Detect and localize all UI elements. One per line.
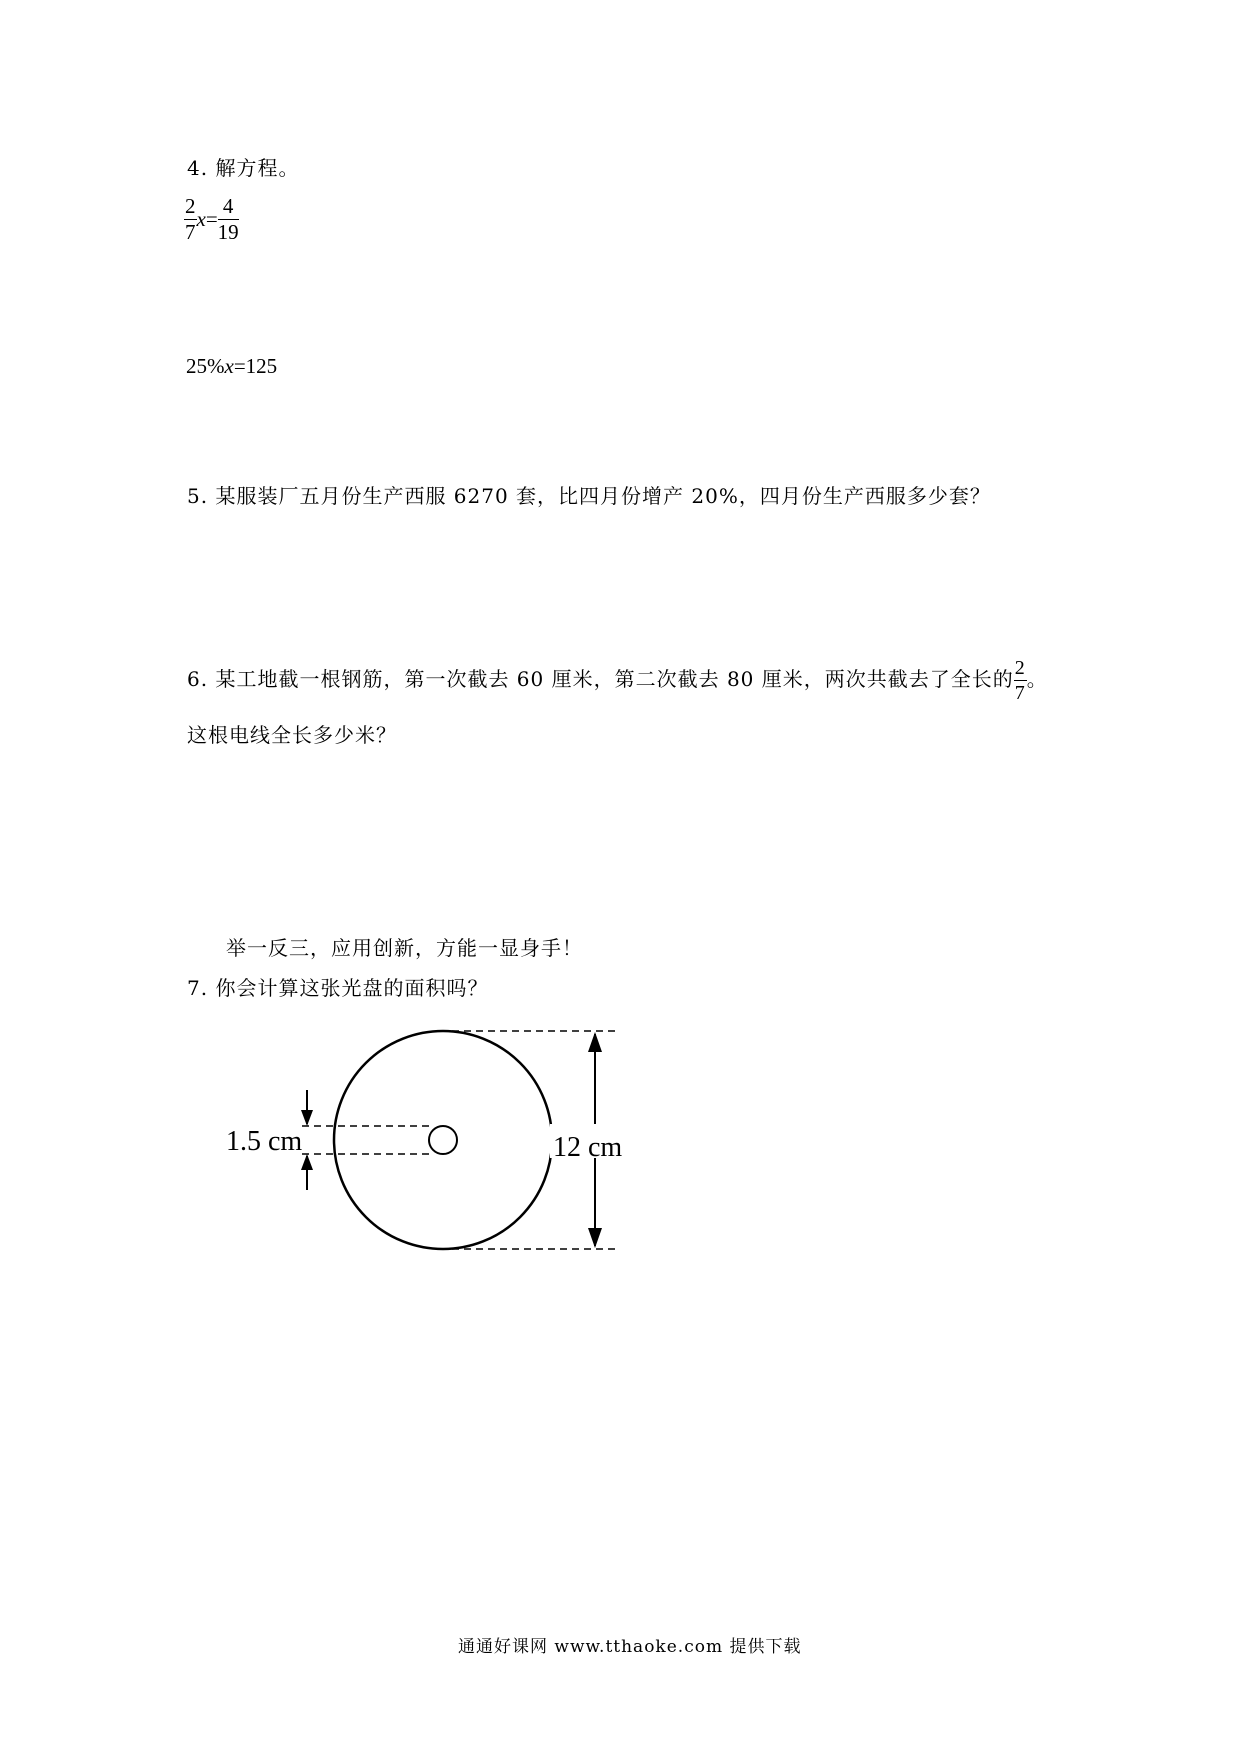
q6-line-1-end: 。 — [1026, 667, 1048, 691]
q6-line-1-text: 6. 某工地截一根钢筋，第一次截去 60 厘米，第二次截去 80 厘米，两次共截去了全长的 — [187, 667, 1014, 691]
q4-heading: 4. 解方程。 — [187, 156, 300, 180]
outer-diameter-label: 12 cm — [553, 1132, 623, 1163]
arrow-up-icon — [588, 1032, 602, 1052]
outer-circle — [334, 1031, 552, 1249]
variable-x: x — [224, 354, 234, 378]
inner-hole-circle — [429, 1126, 457, 1154]
q6-line-2: 这根电线全长多少米？ — [187, 723, 397, 747]
arrow-up-icon — [301, 1154, 313, 1170]
footer-text: 通通好课网 www.tthaoke.com 提供下载 — [458, 1637, 802, 1657]
equation-coefficient: 25% — [186, 354, 225, 378]
variable-x: x — [196, 207, 206, 231]
fraction-denominator: 19 — [217, 220, 239, 244]
arrow-down-icon — [301, 1110, 313, 1126]
equation-rhs: =125 — [233, 354, 278, 378]
q5-text: 5. 某服装厂五月份生产西服 6270 套，比四月份增产 20%，四月份生产西服多少套？ — [187, 484, 991, 508]
fraction-numerator: 4 — [218, 196, 239, 220]
equals-sign: = — [205, 207, 218, 231]
fraction-numerator: 2 — [185, 194, 196, 218]
fraction-denominator: 7 — [185, 220, 196, 244]
arrow-down-icon — [588, 1228, 602, 1248]
fraction-numerator: 2 — [1014, 657, 1026, 679]
fraction-denominator: 7 — [1014, 682, 1026, 704]
inner-diameter-label: 1.5 cm — [226, 1126, 303, 1157]
section-slogan: 举一反三，应用创新，方能一显身手！ — [226, 936, 583, 960]
q7-text: 7. 你会计算这张光盘的面积吗？ — [187, 976, 489, 1000]
